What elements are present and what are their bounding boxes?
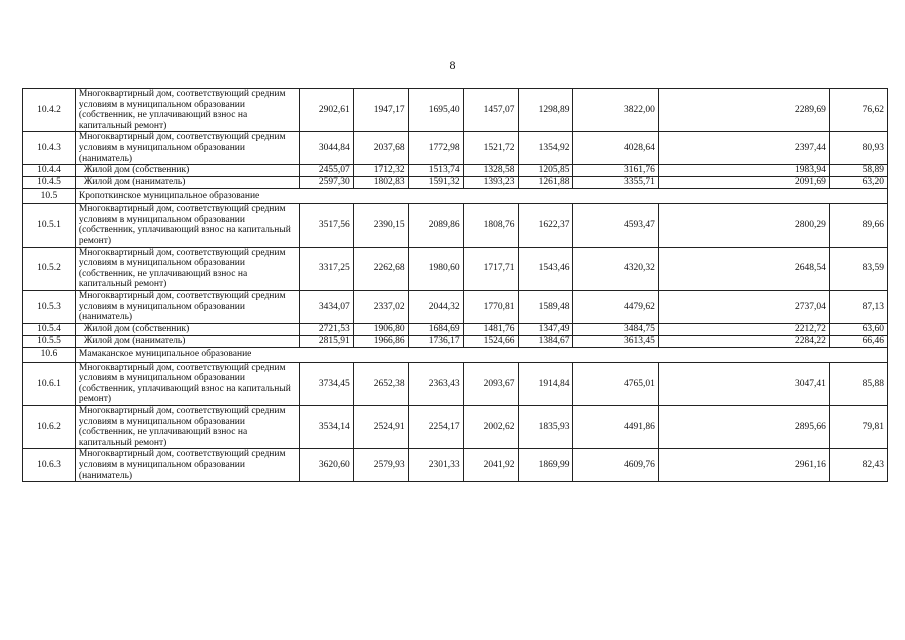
- page-number: 8: [449, 58, 456, 72]
- row-description: Многоквартирный дом, соответствующий средним условиям в муниципальном образовании (собственник, не уплачивающий взнос на капитальный ремонт): [75, 89, 299, 132]
- value-cell: 2289,69: [658, 89, 829, 132]
- row-code: 10.6.3: [23, 449, 76, 482]
- value-cell: 4479,62: [573, 290, 658, 323]
- row-code: 10.4.4: [23, 165, 76, 177]
- value-cell: 2597,30: [299, 177, 353, 189]
- value-cell: 3044,84: [299, 132, 353, 165]
- row-description: Многоквартирный дом, соответствующий средним условиям в муниципальном образовании (собственник, не уплачивающий взнос на капитальный ремонт): [75, 247, 299, 290]
- value-cell: 1980,60: [408, 247, 463, 290]
- row-description: Многоквартирный дом, соответствующий средним условиям в муниципальном образовании (собственник, уплачивающий взнос на капитальный ремонт): [75, 362, 299, 405]
- value-cell: 1591,32: [408, 177, 463, 189]
- value-cell: 1513,74: [408, 165, 463, 177]
- value-cell: 79,81: [829, 406, 887, 449]
- value-cell: 2895,66: [658, 406, 829, 449]
- row-code: 10.5.3: [23, 290, 76, 323]
- table-row: [23, 290, 888, 323]
- value-cell: 1869,99: [518, 449, 573, 482]
- value-cell: 1914,84: [518, 362, 573, 405]
- value-cell: 80,93: [829, 132, 887, 165]
- value-cell: 1354,92: [518, 132, 573, 165]
- value-cell: 3355,71: [573, 177, 658, 189]
- value-cell: 4593,47: [573, 204, 658, 247]
- value-cell: 1906,80: [353, 323, 408, 335]
- value-cell: 3434,07: [299, 290, 353, 323]
- value-cell: 1717,71: [463, 247, 518, 290]
- table-row: [23, 449, 888, 482]
- table-row: [23, 323, 888, 335]
- row-code: 10.6.2: [23, 406, 76, 449]
- value-cell: 1622,37: [518, 204, 573, 247]
- value-cell: 2301,33: [408, 449, 463, 482]
- value-cell: 89,66: [829, 204, 887, 247]
- value-cell: 2648,54: [658, 247, 829, 290]
- value-cell: 1770,81: [463, 290, 518, 323]
- value-cell: 63,20: [829, 177, 887, 189]
- section-row: [23, 189, 888, 204]
- value-cell: 2390,15: [353, 204, 408, 247]
- value-cell: 1393,23: [463, 177, 518, 189]
- value-cell: 2397,44: [658, 132, 829, 165]
- row-description: Жилой дом (наниматель): [75, 177, 299, 189]
- row-code: 10.5: [23, 189, 76, 204]
- value-cell: 2212,72: [658, 323, 829, 335]
- table-row: [23, 132, 888, 165]
- value-cell: 1457,07: [463, 89, 518, 132]
- value-cell: 1543,46: [518, 247, 573, 290]
- value-cell: 1347,49: [518, 323, 573, 335]
- value-cell: 2337,02: [353, 290, 408, 323]
- value-cell: 2254,17: [408, 406, 463, 449]
- value-cell: 2902,61: [299, 89, 353, 132]
- table-row: [23, 362, 888, 405]
- table-row: [23, 165, 888, 177]
- value-cell: 2262,68: [353, 247, 408, 290]
- tariff-table: [22, 88, 888, 482]
- value-cell: 2961,16: [658, 449, 829, 482]
- row-code: 10.6: [23, 347, 76, 362]
- section-row: [23, 347, 888, 362]
- value-cell: 1947,17: [353, 89, 408, 132]
- value-cell: 66,46: [829, 335, 887, 347]
- value-cell: 58,89: [829, 165, 887, 177]
- value-cell: 2093,67: [463, 362, 518, 405]
- value-cell: 1808,76: [463, 204, 518, 247]
- value-cell: 1802,83: [353, 177, 408, 189]
- value-cell: 2041,92: [463, 449, 518, 482]
- row-description: Многоквартирный дом, соответствующий средним условиям в муниципальном образовании (наниматель): [75, 290, 299, 323]
- value-cell: 3534,14: [299, 406, 353, 449]
- value-cell: 4491,86: [573, 406, 658, 449]
- value-cell: 3047,41: [658, 362, 829, 405]
- table-row: [23, 204, 888, 247]
- value-cell: 1384,67: [518, 335, 573, 347]
- value-cell: 2455,07: [299, 165, 353, 177]
- row-code: 10.4.5: [23, 177, 76, 189]
- value-cell: 3734,45: [299, 362, 353, 405]
- value-cell: 2721,53: [299, 323, 353, 335]
- value-cell: 76,62: [829, 89, 887, 132]
- value-cell: 1298,89: [518, 89, 573, 132]
- row-code: 10.4.2: [23, 89, 76, 132]
- value-cell: 2737,04: [658, 290, 829, 323]
- value-cell: 2652,38: [353, 362, 408, 405]
- value-cell: 2284,22: [658, 335, 829, 347]
- value-cell: 1524,66: [463, 335, 518, 347]
- value-cell: 2002,62: [463, 406, 518, 449]
- section-title: Мамаканское муниципальное образование: [75, 347, 887, 362]
- row-code: 10.5.4: [23, 323, 76, 335]
- value-cell: 3620,60: [299, 449, 353, 482]
- row-code: 10.5.2: [23, 247, 76, 290]
- value-cell: 3484,75: [573, 323, 658, 335]
- value-cell: 1684,69: [408, 323, 463, 335]
- value-cell: 1589,48: [518, 290, 573, 323]
- value-cell: 2091,69: [658, 177, 829, 189]
- row-code: 10.5.5: [23, 335, 76, 347]
- value-cell: 3317,25: [299, 247, 353, 290]
- value-cell: 1695,40: [408, 89, 463, 132]
- value-cell: 2363,43: [408, 362, 463, 405]
- value-cell: 2044,32: [408, 290, 463, 323]
- value-cell: 1521,72: [463, 132, 518, 165]
- value-cell: 2037,68: [353, 132, 408, 165]
- value-cell: 1966,86: [353, 335, 408, 347]
- row-description: Многоквартирный дом, соответствующий средним условиям в муниципальном образовании (наниматель): [75, 132, 299, 165]
- row-description: Жилой дом (собственник): [75, 165, 299, 177]
- value-cell: 1983,94: [658, 165, 829, 177]
- value-cell: 4765,01: [573, 362, 658, 405]
- value-cell: 1328,58: [463, 165, 518, 177]
- value-cell: 3822,00: [573, 89, 658, 132]
- row-description: Жилой дом (собственник): [75, 323, 299, 335]
- value-cell: 2800,29: [658, 204, 829, 247]
- row-description: Многоквартирный дом, соответствующий средним условиям в муниципальном образовании (наниматель): [75, 449, 299, 482]
- value-cell: 3517,56: [299, 204, 353, 247]
- row-code: 10.6.1: [23, 362, 76, 405]
- value-cell: 3613,45: [573, 335, 658, 347]
- table-row: [23, 177, 888, 189]
- value-cell: 4028,64: [573, 132, 658, 165]
- value-cell: 2815,91: [299, 335, 353, 347]
- value-cell: 4609,76: [573, 449, 658, 482]
- table-row: [23, 89, 888, 132]
- table-body: [23, 89, 888, 482]
- value-cell: 63,60: [829, 323, 887, 335]
- value-cell: 1736,17: [408, 335, 463, 347]
- table-row: [23, 247, 888, 290]
- value-cell: 3161,76: [573, 165, 658, 177]
- value-cell: 1481,76: [463, 323, 518, 335]
- row-description: Жилой дом (наниматель): [75, 335, 299, 347]
- value-cell: 2524,91: [353, 406, 408, 449]
- value-cell: 2089,86: [408, 204, 463, 247]
- value-cell: 83,59: [829, 247, 887, 290]
- value-cell: 87,13: [829, 290, 887, 323]
- value-cell: 1835,93: [518, 406, 573, 449]
- value-cell: 85,88: [829, 362, 887, 405]
- table-row: [23, 335, 888, 347]
- value-cell: 82,43: [829, 449, 887, 482]
- table-row: [23, 406, 888, 449]
- value-cell: 1712,32: [353, 165, 408, 177]
- value-cell: 4320,32: [573, 247, 658, 290]
- row-description: Многоквартирный дом, соответствующий средним условиям в муниципальном образовании (собственник, не уплачивающий взнос на капитальный ремонт): [75, 406, 299, 449]
- value-cell: 2579,93: [353, 449, 408, 482]
- row-code: 10.4.3: [23, 132, 76, 165]
- value-cell: 1205,85: [518, 165, 573, 177]
- value-cell: 1772,98: [408, 132, 463, 165]
- row-code: 10.5.1: [23, 204, 76, 247]
- row-description: Многоквартирный дом, соответствующий средним условиям в муниципальном образовании (собственник, уплачивающий взнос на капитальный ремонт): [75, 204, 299, 247]
- section-title: Кропоткинское муниципальное образование: [75, 189, 887, 204]
- value-cell: 1261,88: [518, 177, 573, 189]
